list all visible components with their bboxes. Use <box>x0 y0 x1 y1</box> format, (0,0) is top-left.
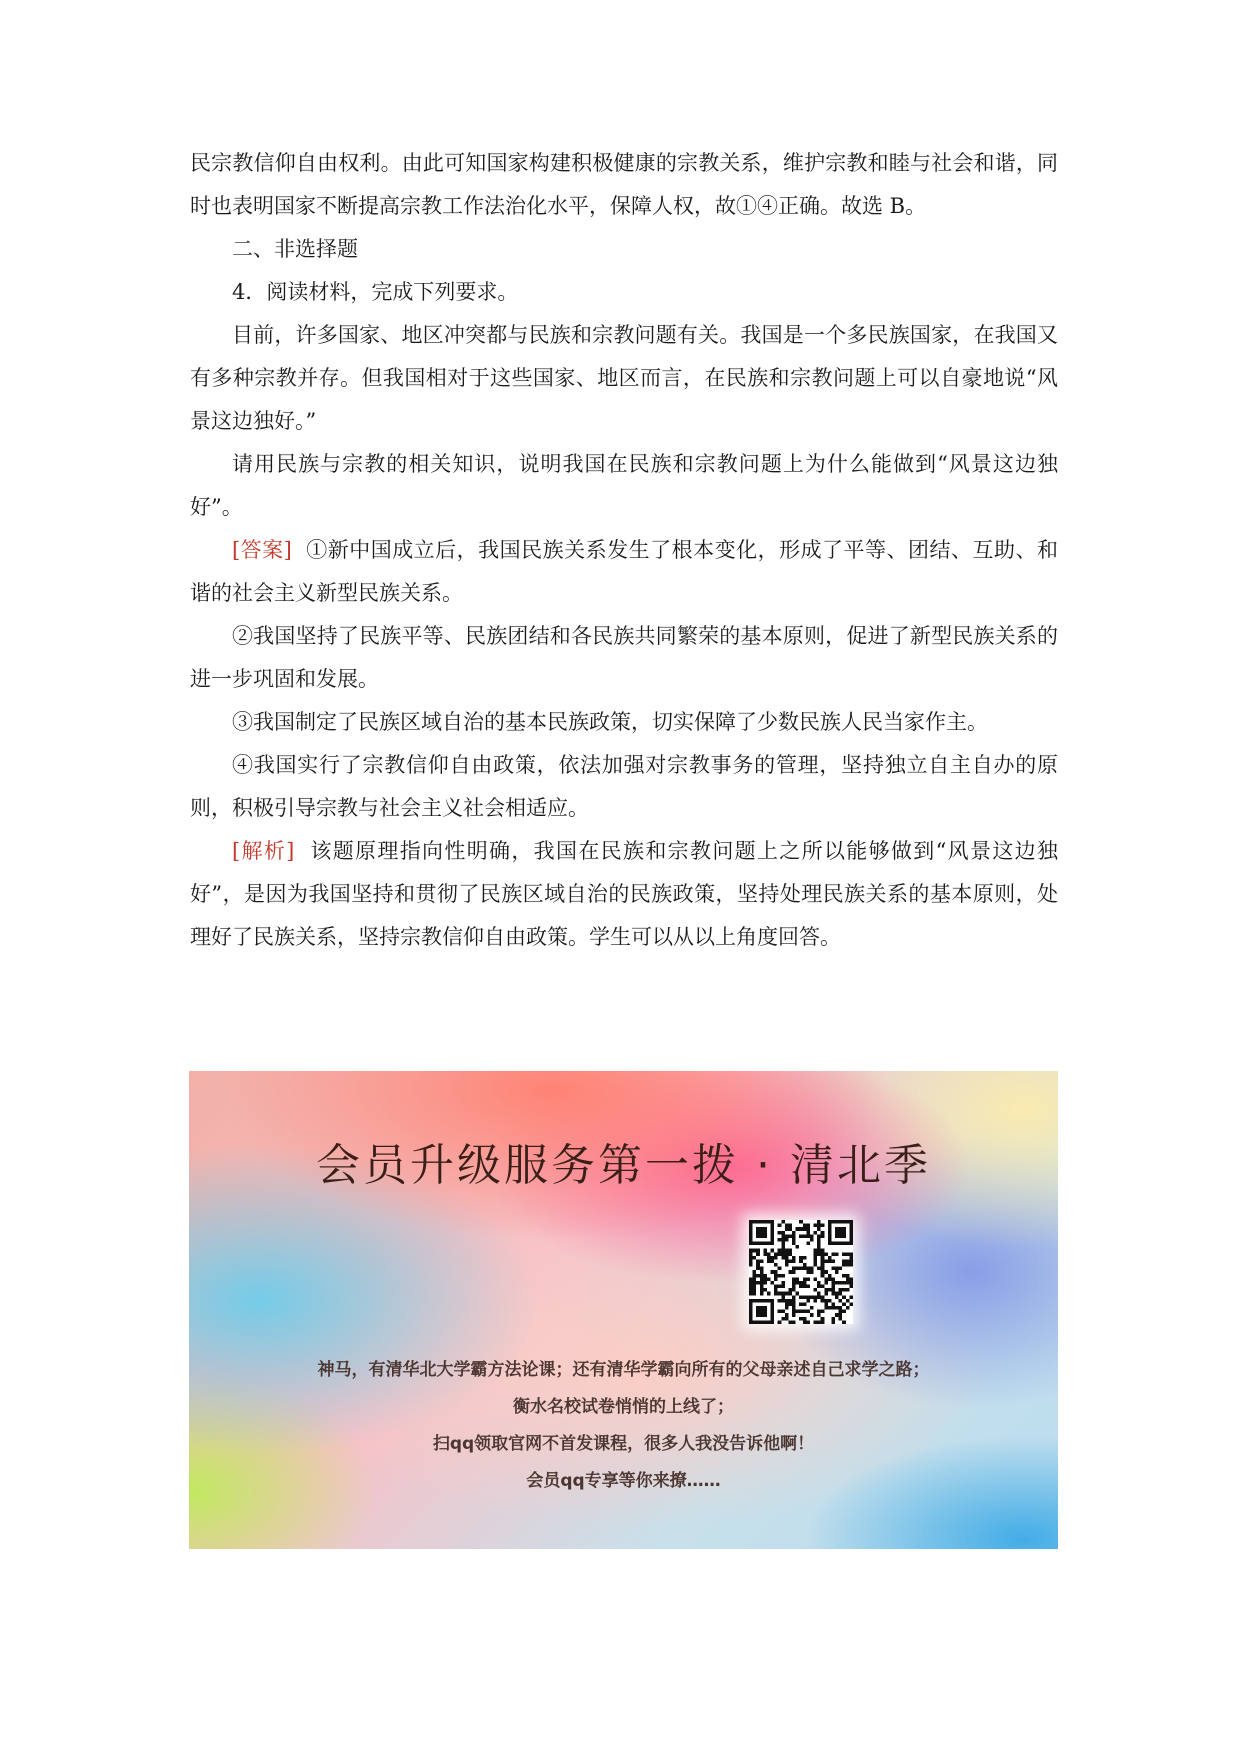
paragraph-text: 4．阅读材料，完成下列要求。 <box>232 280 519 304</box>
paragraph-text: ④我国实行了宗教信仰自由政策，依法加强对宗教事务的管理，坚持独立自主自办的原则，积极引导宗教与社会主义社会相适应。 <box>190 753 1058 820</box>
promo-line: 会员qq专享等你来撩…… <box>526 1471 721 1491</box>
paragraph-text: ②我国坚持了民族平等、民族团结和各民族共同繁荣的基本原则，促进了新型民族关系的进一步巩固和发展。 <box>190 624 1058 691</box>
paragraph-text: 请用民族与宗教的相关知识，说明我国在民族和宗教问题上为什么能做到“风景这边独好”。 <box>190 452 1058 519</box>
answer-paragraph <box>190 529 1058 615</box>
qr-code-icon[interactable] <box>749 1220 853 1324</box>
promo-line: 扫qq领取官网不首发课程，很多人我没告诉他啊！ <box>432 1434 815 1454</box>
paragraph <box>190 142 1058 228</box>
answer-point <box>190 615 1058 701</box>
paragraph-text: 目前，许多国家、地区冲突都与民族和宗教问题有关。我国是一个多民族国家，在我国又有多种宗教并存。但我国相对于这些国家、地区而言，在民族和宗教问题上可以自豪地说“风景这边独好。” <box>190 323 1058 433</box>
paragraph-text: ①新中国成立后，我国民族关系发生了根本变化，形成了平等、团结、互助、和谐的社会主义新型民族关系。 <box>190 538 1058 605</box>
promo-line: 衡水名校试卷悄悄的上线了； <box>513 1397 734 1417</box>
question-requirement <box>190 443 1058 529</box>
paragraph-text: 二、非选择题 <box>232 237 358 261</box>
answer-point <box>190 744 1058 830</box>
question-prompt <box>190 271 1058 314</box>
paragraph-text: 民宗教信仰自由权利。由此可知国家构建积极健康的宗教关系，维护宗教和睦与社会和谐，同时也表明国家不断提高宗教工作法治化水平，保障人权，故①④正确。故选 B。 <box>190 151 1058 218</box>
promo-text <box>189 1352 1058 1500</box>
material-paragraph <box>190 314 1058 443</box>
section-heading <box>190 228 1058 271</box>
document-body <box>190 142 1058 959</box>
qr-code-graphic <box>749 1220 853 1324</box>
answer-tag: [答案] <box>232 538 292 562</box>
analysis-paragraph <box>190 830 1058 959</box>
promo-line: 神马，有清华北大学霸方法论课；还有清华学霸向所有的父母亲述自己求学之路； <box>317 1360 930 1380</box>
paragraph-text: ③我国制定了民族区域自治的基本民族政策，切实保障了少数民族人民当家作主。 <box>232 710 988 734</box>
banner-title: 会员升级服务第一拨 · 清北季 <box>316 1140 931 1191</box>
paragraph-text: 该题原理指向性明确，我国在民族和宗教问题上之所以能够做到“风景这边独好”，是因为我国坚持和贯彻了民族区域自治的民族政策，坚持处理民族关系的基本原则，处理好了民族关系，坚持宗教信仰自由政策。学生可以从以上角度回答。 <box>190 839 1058 949</box>
answer-point <box>190 701 1058 744</box>
analysis-tag: [解析] <box>232 839 295 863</box>
promo-banner[interactable] <box>189 1071 1058 1549</box>
